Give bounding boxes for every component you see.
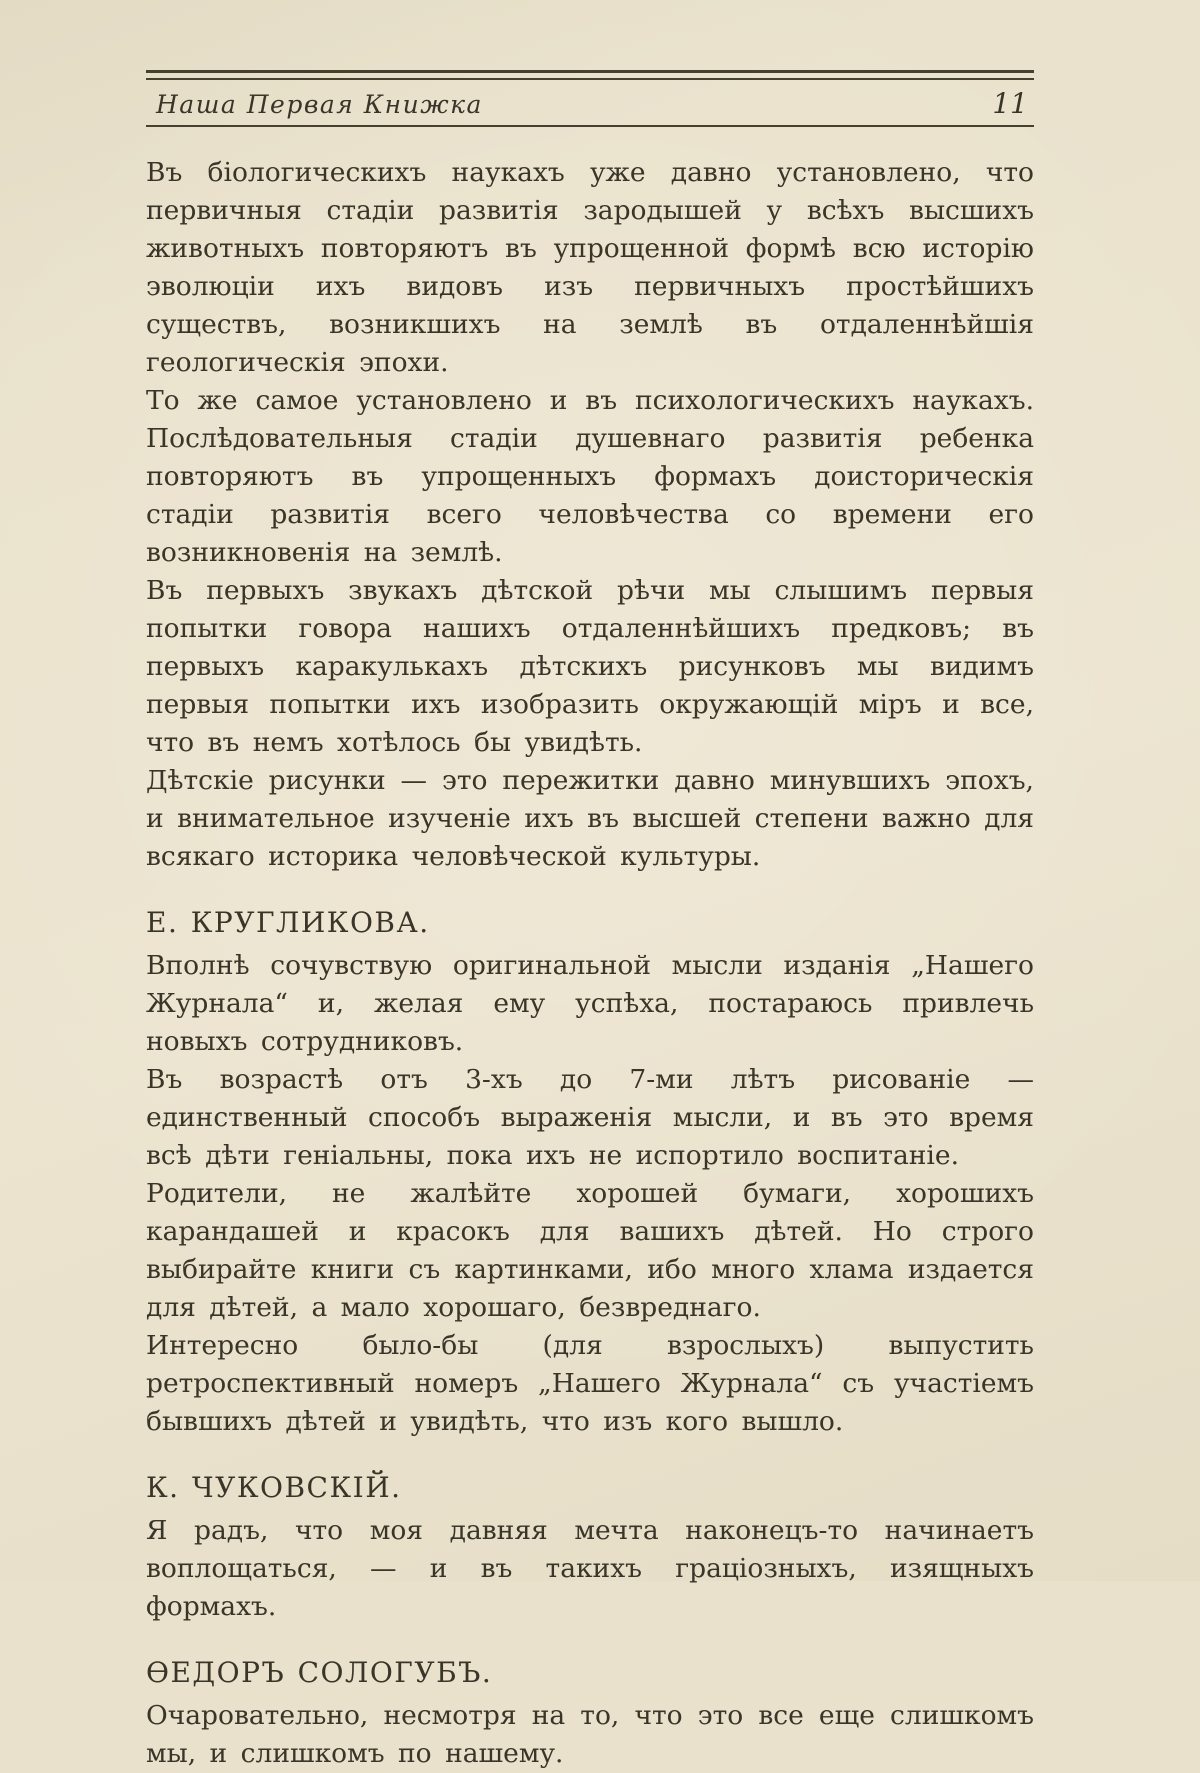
section-paragraph: Вполнѣ сочувствую оригинальной мысли изданія „Нашего Журнала“ и, желая ему успѣха, постараюсь привлечь новыхъ сотрудниковъ. bbox=[146, 950, 1034, 1057]
page-body bbox=[146, 154, 1034, 1773]
header-rule bbox=[146, 125, 1034, 127]
section-paragraph: Очаровательно, несмотря на то, что это все еще слишкомъ мы, и слишкомъ по нашему. bbox=[146, 1700, 1034, 1769]
section-heading-chukovsky: К. ЧУКОВСКІЙ. bbox=[146, 1471, 402, 1504]
section-heading-kruglikova: Е. КРУГЛИКОВА. bbox=[146, 906, 430, 939]
section-paragraph: Въ возрастѣ отъ 3-хъ до 7-ми лѣтъ рисованіе — единственный способъ выраженія мысли, и въ это время всѣ дѣти геніальны, пока ихъ не испортило воспитаніе. bbox=[146, 1064, 1034, 1171]
intro-paragraph: Дѣтскіе рисунки — это пережитки давно минувшихъ эпохъ, и внимательное изученіе ихъ въ высшей степени важно для всякаго историка человѣческой культуры. bbox=[146, 765, 1034, 872]
top-double-rule bbox=[146, 70, 1034, 80]
section-paragraph: Я радъ, что моя давняя мечта наконецъ-то начинаетъ воплощаться, — и въ такихъ граціозныхъ, изящныхъ формахъ. bbox=[146, 1515, 1034, 1622]
running-header bbox=[146, 80, 1034, 125]
running-title: Наша Первая Книжка bbox=[156, 90, 483, 119]
section-paragraph: Родители, не жалѣйте хорошей бумаги, хорошихъ карандашей и красокъ для вашихъ дѣтей. Но строго выбирайте книги съ картинками, ибо много хлама издается для дѣтей, а мало хорошаго, безвреднаго. bbox=[146, 1178, 1034, 1323]
section-paragraph: Интересно было-бы (для взрослыхъ) выпустить ретроспективный номеръ „Нашего Журнала“ съ участіемъ бывшихъ дѣтей и увидѣть, что изъ кого вышло. bbox=[146, 1330, 1034, 1437]
intro-paragraph: То же самое установлено и въ психологическихъ наукахъ. Послѣдовательныя стадіи душевнаго развитія ребенка повторяютъ въ упрощенныхъ формахъ доисторическія стадіи развитія всего человѣчества со времени его возникновенія на землѣ. bbox=[146, 385, 1034, 568]
intro-paragraph: Въ біологическихъ наукахъ уже давно установлено, что первичныя стадіи развитія зародышей у всѣхъ высшихъ животныхъ повторяютъ въ упрощенной формѣ всю исторію эволюціи ихъ видовъ изъ первичныхъ простѣйшихъ существъ, возникшихъ на землѣ въ отдаленнѣйшія геологическія эпохи. bbox=[146, 157, 1034, 378]
page-content bbox=[146, 70, 1034, 1773]
intro-paragraph: Въ первыхъ звукахъ дѣтской рѣчи мы слышимъ первыя попытки говора нашихъ отдаленнѣйшихъ предковъ; въ первыхъ каракулькахъ дѣтскихъ рисунковъ мы видимъ первыя попытки ихъ изобразить окружающій міръ и все, что въ немъ хотѣлось бы увидѣть. bbox=[146, 575, 1034, 758]
page-number: 11 bbox=[992, 87, 1028, 120]
section-heading-sologub: ѲЕДОРЪ СОЛОГУБЪ. bbox=[146, 1656, 493, 1689]
